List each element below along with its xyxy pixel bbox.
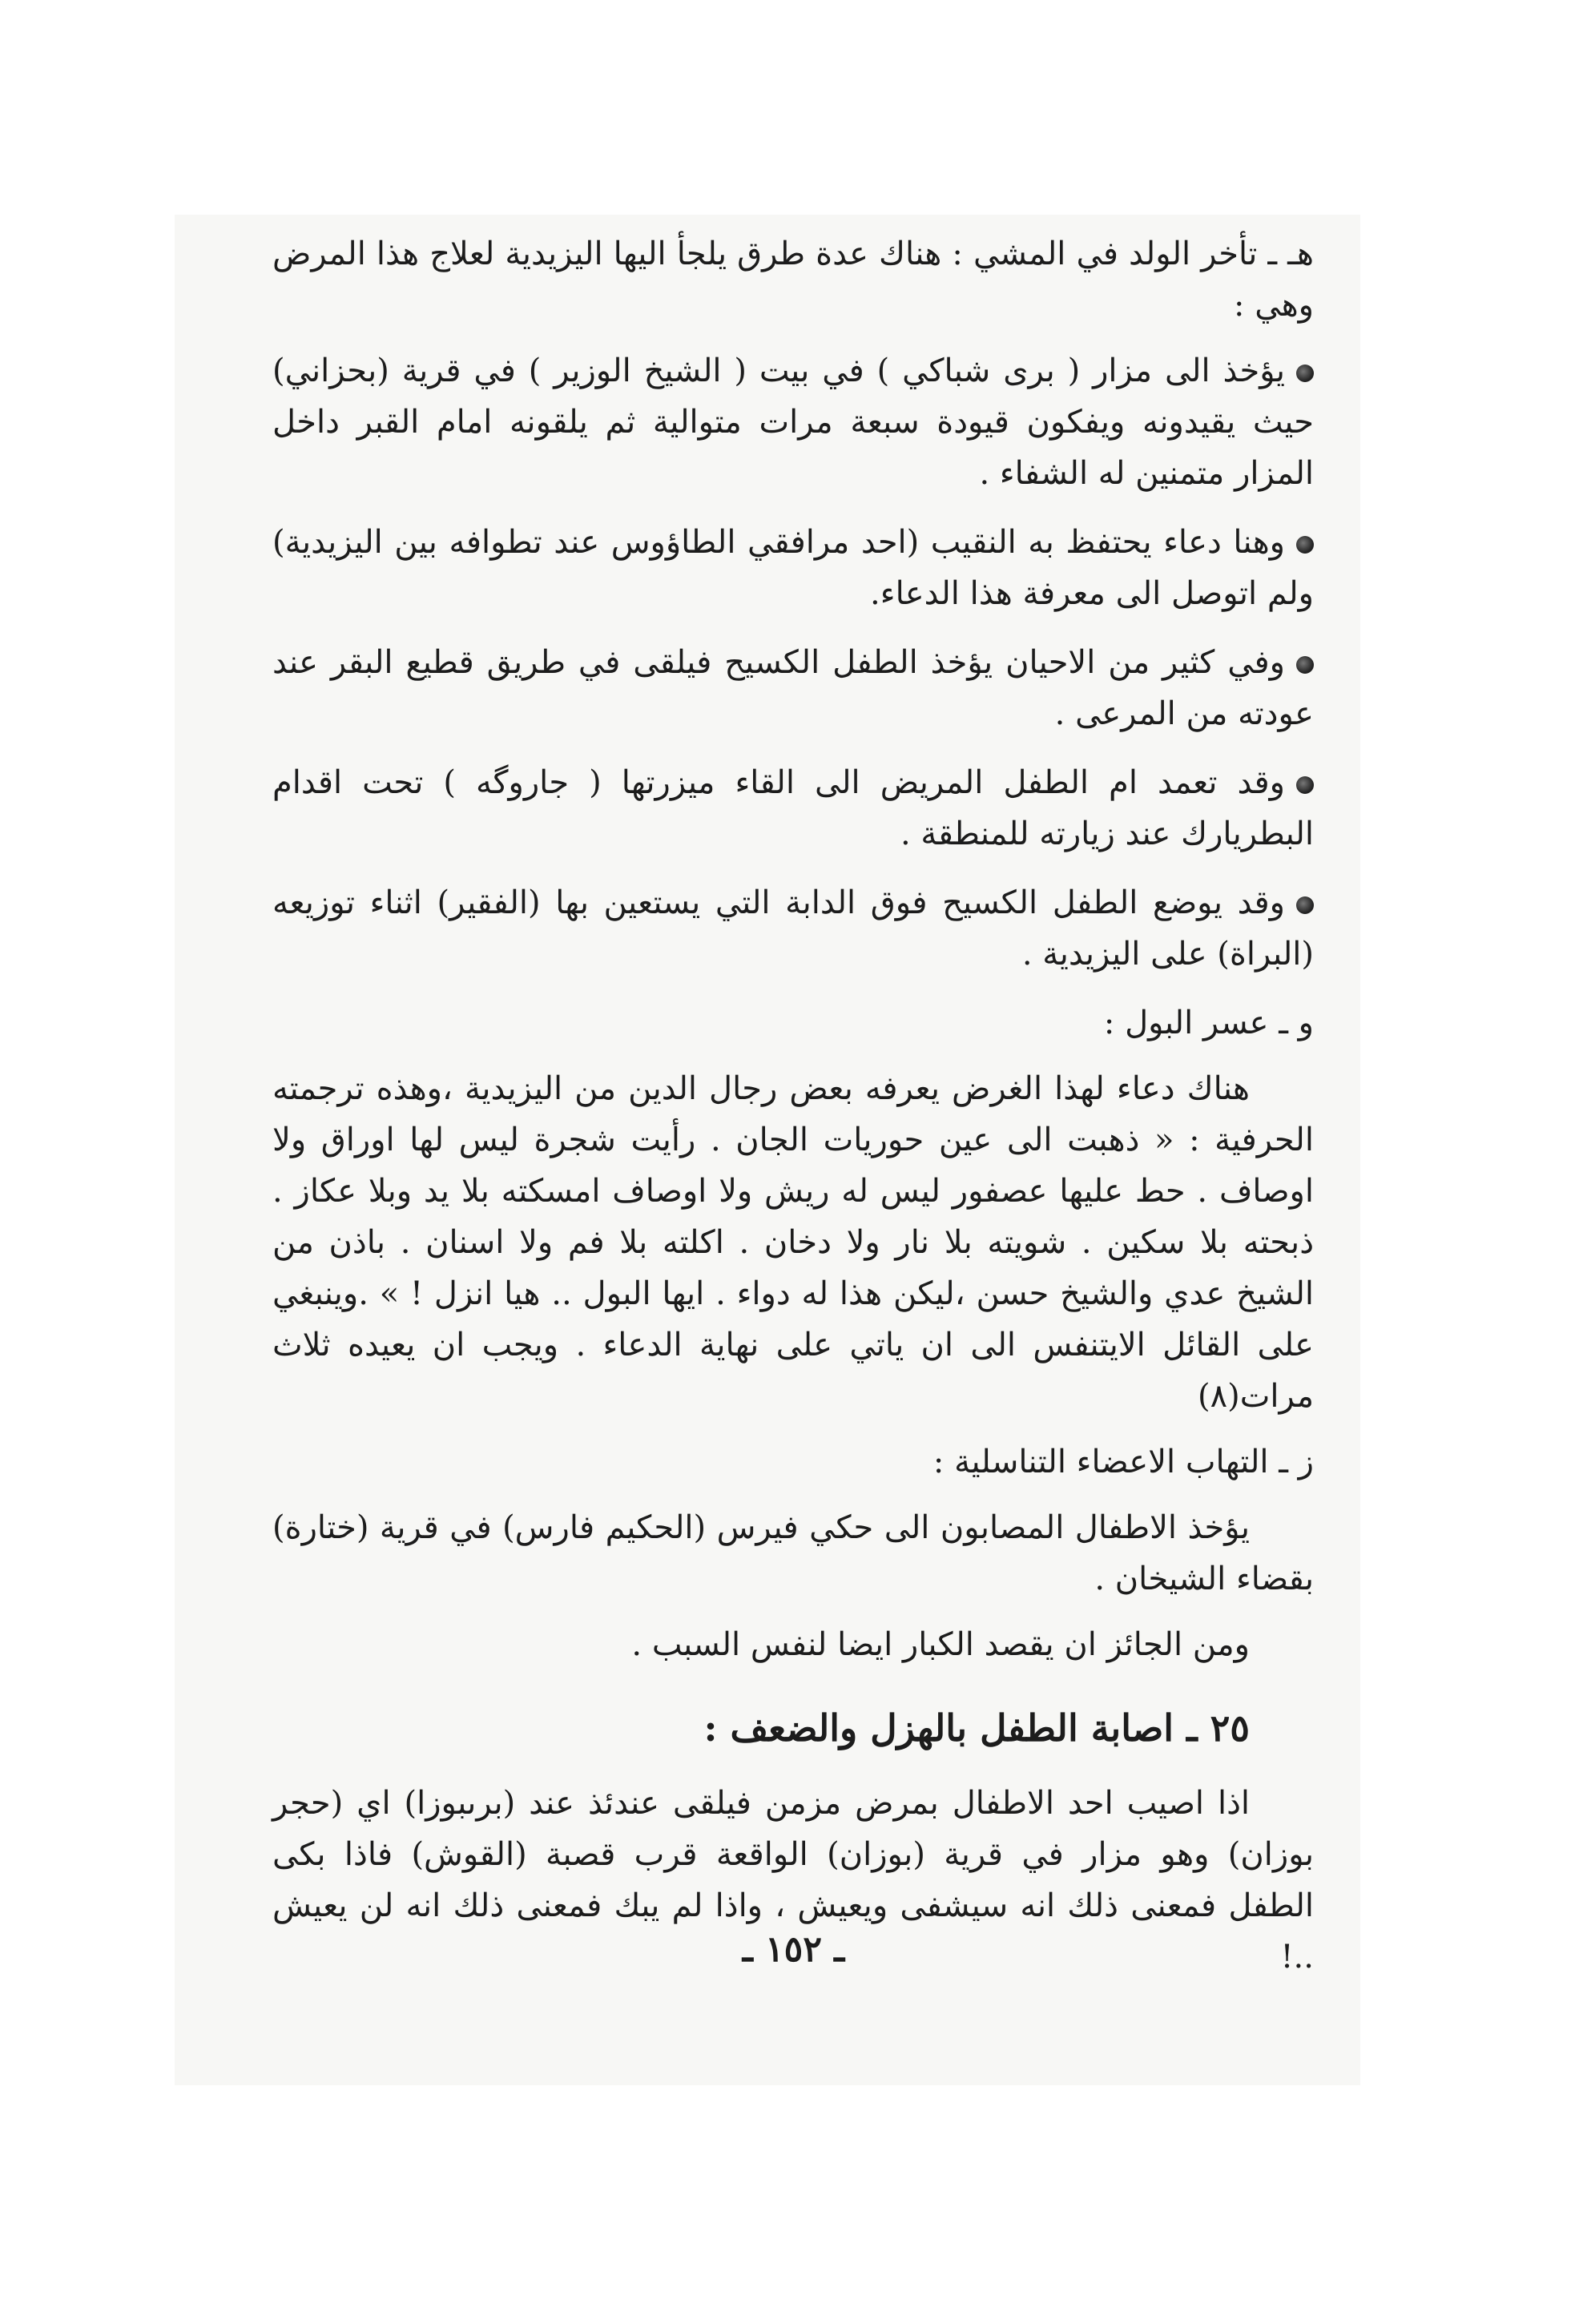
bullet-icon xyxy=(1296,365,1314,382)
weakness-paragraph: اذا اصيب احد الاطفال بمرض مزمن فيلقى عندئذ عند (برىبوزا) اي (حجر بوزان) وهو مزار في قرية (بوزان) الواقعة قرب قصبة (القوش) فاذا بكى الطفل فمعنى ذلك انه سيشفى ويعيش ، واذا لم يبك فمعنى ذلك انه لن يعيش ..! xyxy=(272,1785,1314,1976)
prayer-paragraph: هناك دعاء لهذا الغرض يعرفه بعض رجال الدين من اليزيدية ،وهذه ترجمته الحرفية : « ذهبت الى عين حوريات الجان . رأيت شجرة ليس لها اوراق ولا اوصاف . حط عليها عصفور ليس له ريش ولا اوصاف امسكته بلا يد وبلا عكاز . ذبحته بلا سكين . شويته بلا نار ولا دخان . اكلته بلا فم ولا اسنان . باذن من الشيخ عدي والشيخ حسن ،ليكن هذا له دواء . ايها البول .. هيا انزل ! » .وينبغي على القائل الايتنفس الى ان ياتي على نهاية الدعاء . ويجب ان يعيده ثلاث مرات(٨) xyxy=(272,1070,1315,1415)
section-heading-walking-delay: هـ ـ تأخر الولد في المشي : هناك عدة طرق يلجأ اليها اليزيدية لعلاج هذا المرض وهي : xyxy=(272,236,1314,324)
adults-paragraph: ومن الجائز ان يقصد الكبار ايضا لنفس السبب . xyxy=(631,1626,1250,1663)
list-item-text: وقد تعمد ام الطفل المريض الى القاء ميزرتها ( جاروگه ) تحت اقدام البطريارك عند زيارته للمنطقة . xyxy=(272,764,1314,852)
list-item-text: وقد يوضع الطفل الكسيح فوق الدابة التي يستعين بها (الفقير) اثناء توزيعه (البراة) على اليزيدية . xyxy=(272,884,1314,973)
bullet-icon xyxy=(1296,776,1314,794)
bullet-icon xyxy=(1296,896,1314,914)
page-body xyxy=(272,228,1314,1997)
page-number: ـ ١٥٢ ـ xyxy=(742,1929,845,1970)
inflammation-paragraph: يؤخذ الاطفال المصابون الى حكي فيرس (الحكيم فارس) في قرية (ختارة) بقضاء الشيخان . xyxy=(272,1509,1314,1597)
section-title-weakness: ٢٥ ـ اصابة الطفل بالهزل والضعف : xyxy=(703,1706,1250,1750)
list-item xyxy=(272,345,1314,499)
list-item xyxy=(272,877,1314,980)
section-heading-urine: و ـ عسر البول : xyxy=(1103,1005,1314,1041)
list-item xyxy=(272,637,1314,739)
list-item-text: وفي كثير من الاحيان يؤخذ الطفل الكسيح فيلقى في طريق قطيع البقر عند عودته من المرعى . xyxy=(272,644,1314,732)
list-item-text: يؤخذ الى مزار ( برى شباكي ) في بيت ( الشيخ الوزير ) في قرية (بحزاني) حيث يقيدونه ويفكون قيودة سبعة مرات متوالية ثم يلقونه امام القبر داخل المزار متمنين له الشفاء . xyxy=(272,352,1314,492)
list-item-text: وهنا دعاء يحتفظ به النقيب (احد مرافقي الطاؤوس عند تطوافه بين اليزيدية) ولم اتوصل الى معرفة هذا الدعاء. xyxy=(272,524,1314,612)
list-item xyxy=(272,517,1314,619)
bullet-icon xyxy=(1296,536,1314,554)
section-heading-inflammation: ز ـ التهاب الاعضاء التناسلية : xyxy=(932,1444,1314,1480)
list-item xyxy=(272,757,1314,860)
bullet-icon xyxy=(1296,656,1314,674)
